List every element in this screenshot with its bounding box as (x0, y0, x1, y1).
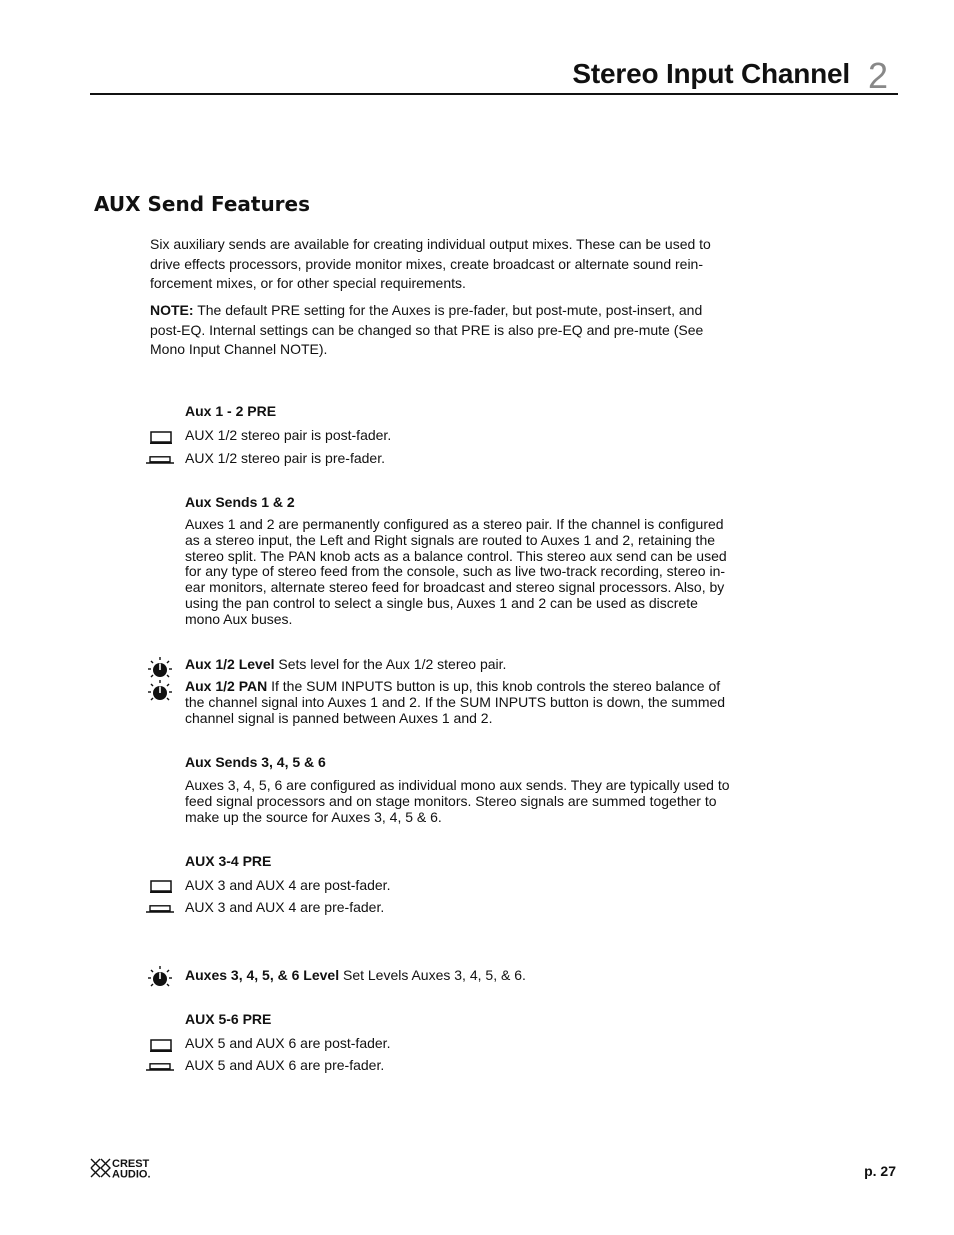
note-text: The default PRE setting for the Auxes is pre-fader, but post-mute, post-insert, and post-EQ. Internal settings can be changed so that PRE is also pre-EQ and pre-mute (See Mono Input Channel NOTE). (150, 302, 704, 357)
aux12-pre-up-text: AUX 1/2 stereo pair is post-fader. (185, 427, 392, 443)
chapter-number: 2 (867, 55, 888, 96)
aux-sends-3456-body: Auxes 3, 4, 5, 6 are configured as individual mono aux sends. They are typically used to feed signal processors and on stage monitors. Stereo signals are summed together to make up the source for Auxes 3, 4, 5 & 6. (185, 777, 730, 825)
aux56-pre-heading: AUX 5-6 PRE (185, 1011, 272, 1027)
header-rule (90, 93, 898, 95)
logo-line-1: CREST (112, 1158, 150, 1170)
switch-up-icon (150, 1039, 172, 1052)
aux34-pre-down-text: AUX 3 and AUX 4 are pre-fader. (185, 899, 385, 915)
switch-up-icon (150, 880, 172, 893)
aux-sends-12-heading: Aux Sends 1 & 2 (185, 494, 295, 510)
switch-up-icon (150, 431, 172, 444)
aux56-pre-up-text: AUX 5 and AUX 6 are post-fader. (185, 1035, 391, 1051)
page-number: p. 27 (864, 1163, 896, 1179)
aux12-level-text: Sets level for the Aux 1/2 stereo pair. (274, 656, 507, 672)
knob-icon (148, 657, 172, 679)
aux12-pan-text: If the SUM INPUTS button is up, this knob controls the stereo balance of the channel signal into Auxes 1 and 2. If the SUM INPUTS button is down, the summed channel signal is panned between Auxes 1 and 2. (185, 678, 726, 726)
aux12-level-label: Aux 1/2 Level (185, 656, 275, 672)
switch-down-icon (146, 1063, 174, 1071)
aux56-pre-down-text: AUX 5 and AUX 6 are pre-fader. (185, 1057, 385, 1073)
aux12-pre-down-text: AUX 1/2 stereo pair is pre-fader. (185, 450, 385, 466)
aux34-pre-heading: AUX 3-4 PRE (185, 853, 272, 869)
switch-down-icon (146, 905, 174, 913)
aux3456-level-label: Auxes 3, 4, 5, & 6 Level (185, 967, 340, 983)
intro-paragraph: Six auxiliary sends are available for creating individual output mixes. These can be used to drive effects processors, provide monitor mixes, create broadcast or alternate sound rein-forcement mixes, or for other special requirements. (150, 236, 711, 291)
knob-icon (148, 966, 172, 988)
crest-audio-logo (90, 1157, 180, 1179)
aux12-pre-heading: Aux 1 - 2 PRE (185, 403, 277, 419)
note-label: NOTE: (150, 302, 194, 318)
section-heading: AUX Send Features (94, 192, 311, 216)
aux3456-level-text: Set Levels Auxes 3, 4, 5, & 6. (339, 967, 526, 983)
note-paragraph (150, 301, 730, 360)
aux-sends-12-body: Auxes 1 and 2 are permanently configured as a stereo pair. If the channel is configured as a stereo input, the Left and Right signals are routed to Auxes 1 and 2, retaining the stereo split. The PAN knob acts as a balance control. This stereo aux send can be used for any type of stereo feed from the console, such as live two-track recording, stereo in-ear monitors, alternate stereo feed for broadcast and stereo signal processors. Also, by using the pan control to select a single bus, Auxes 1 and 2 can be used as discrete mono Aux buses. (185, 516, 727, 627)
page-title: Stereo Input Channel (572, 58, 850, 89)
knob-icon (148, 680, 172, 702)
aux12-pan-label: Aux 1/2 PAN (185, 678, 268, 694)
aux-sends-3456-heading: Aux Sends 3, 4, 5 & 6 (185, 754, 326, 770)
aux3456-level-line (185, 967, 526, 983)
logo-line-2: AUDIO. (112, 1168, 151, 1179)
aux12-pan-paragraph (185, 679, 735, 726)
aux12-level-line (185, 656, 506, 672)
aux34-pre-up-text: AUX 3 and AUX 4 are post-fader. (185, 877, 391, 893)
switch-down-icon (146, 456, 174, 464)
